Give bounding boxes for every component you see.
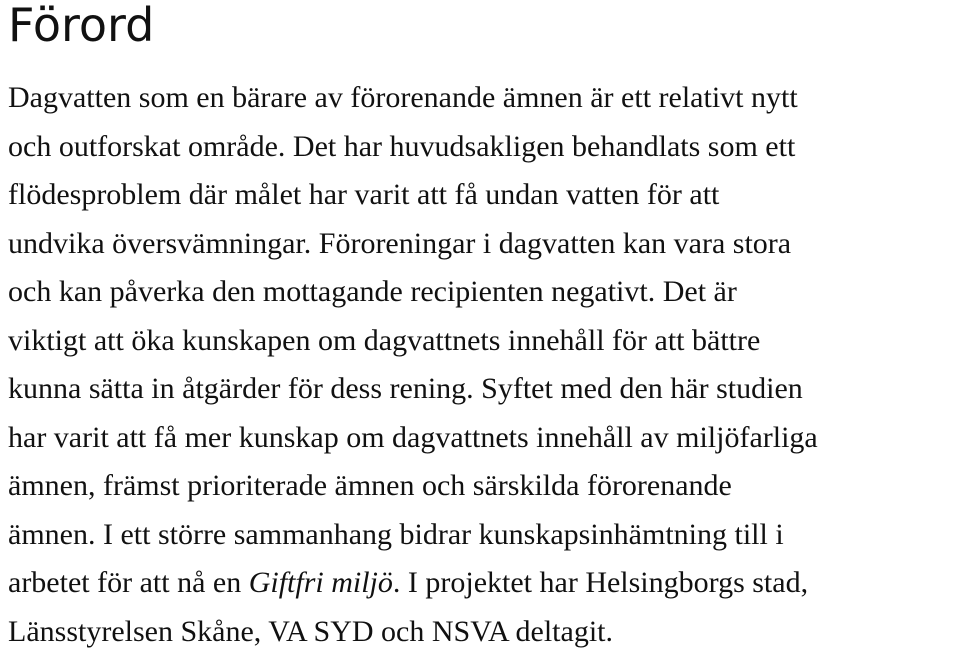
paragraph-line: ämnen, främst prioriterade ämnen och särskilda förorenande (8, 469, 732, 502)
paragraph-line: och kan påverka den mottagande recipienten negativt. Det är (8, 275, 737, 308)
paragraph-line: och outforskat område. Det har huvudsakligen behandlats som ett (8, 129, 796, 163)
paragraph-line: Dagvatten som en bärare av förorenande ämnen är ett relativt nytt (8, 81, 798, 114)
paragraph-line: flödesproblem där målet har varit att få undan vatten för att (8, 178, 720, 211)
paragraph-line: Länsstyrelsen Skåne, VA SYD och NSVA deltagit. (8, 614, 613, 648)
paragraph-line: kunna sätta in åtgärder för dess rening. Syftet med den här studien (8, 372, 803, 405)
paragraph-line: undvika översvämningar. Föroreningar i dagvatten kan vara stora (8, 226, 792, 260)
italic-term: Giftfri miljö (248, 566, 393, 599)
line-text-after: . I projektet har Helsingborgs stad, (392, 566, 809, 599)
line-text-before: arbetet för att nå en (8, 566, 249, 599)
page-title: Förord (8, 0, 155, 52)
paragraph-line: ämnen. I ett större sammanhang bidrar kunskapsinhämtning till i (8, 517, 784, 551)
paragraph-line: har varit att få mer kunskap om dagvattnets innehåll av miljöfarliga (8, 420, 818, 454)
paragraph-line (8, 559, 958, 608)
body-paragraph (8, 74, 958, 656)
paragraph-line: viktigt att öka kunskapen om dagvattnets innehåll för att bättre (8, 323, 761, 357)
